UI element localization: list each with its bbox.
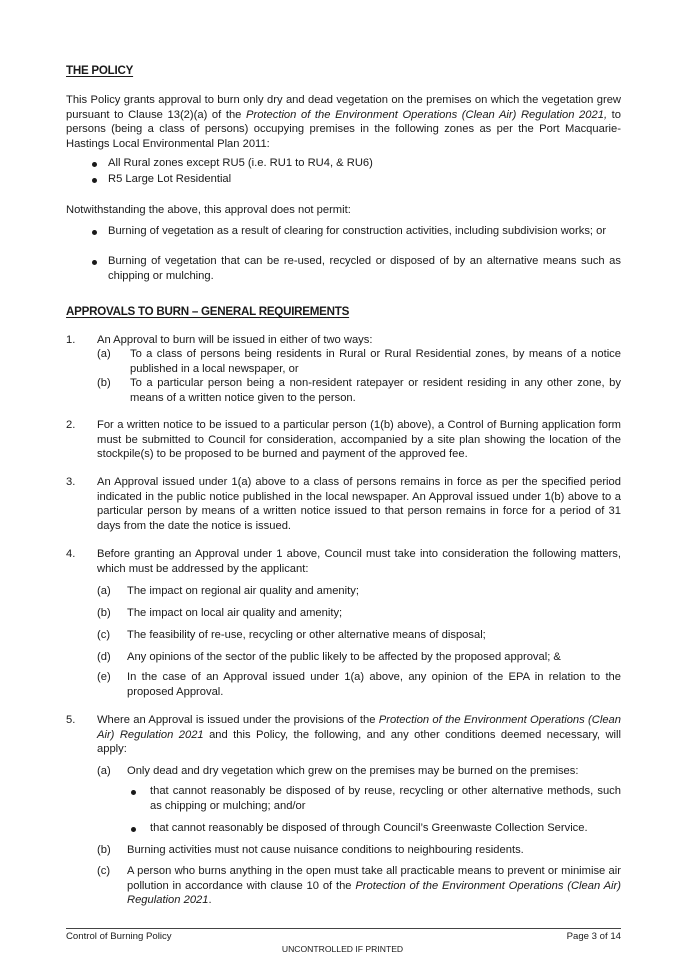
item-5c-text-end: .	[208, 894, 212, 906]
item-2-text: For a written notice to be issued to a particular person (1(b) above), a Control of Burning application form must be submitted to Council for consideration, accompanied by a site plan showing the location of the stockpile(s) to be proposed to be burned and payment of the approved fee.	[97, 419, 621, 460]
sub-label: (b)	[97, 607, 111, 619]
item-1b-text: To a particular person being a non-resident ratepayer or resident residing in any other zone, by means of a written notice given to the person.	[130, 377, 621, 404]
section-heading-policy: THE POLICY	[66, 64, 134, 77]
item-1-text: An Approval to burn will be issued in either of two ways:	[97, 334, 373, 346]
item-4c-text: The feasibility of re-use, recycling or other alternative means of disposal;	[127, 629, 486, 641]
sub-label: (e)	[97, 671, 111, 683]
footer-page-number: Page 3 of 14	[566, 931, 621, 942]
list-number: 3.	[66, 476, 76, 488]
bullet-icon	[92, 162, 97, 167]
sub-label: (c)	[97, 865, 111, 877]
item-3-text: An Approval issued under 1(a) above to a class of persons remains in force as per the specified period indicated in the public notice published in the local newspaper. An Approval issued under 1(b) above to a particular person by means of a written notice issued to that person remains in force for a period of 31 days from the date the notice is issued.	[97, 476, 621, 532]
policy-intro-text: This Policy grants approval to burn only dry and dead vegetation on the premises on which the vegetation grew pursuant to Clause 13(2)(a) of the	[66, 94, 621, 121]
sub-label: (a)	[97, 765, 111, 777]
bullet-icon	[92, 260, 97, 265]
exclusion-list-item: Burning of vegetation as a result of clearing for construction activities, including subdivision works; or	[108, 225, 607, 237]
item-5c-text-start: A person who burns anything in the open must take all practicable means to prevent or minimise air pollution in accordance with clause 10 of the	[127, 865, 621, 892]
list-number: 5.	[66, 714, 76, 726]
sub-label: (a)	[97, 348, 111, 360]
policy-intro-paragraph	[66, 93, 621, 151]
policy-intro-text-end: to persons (being a class of persons) occupying premises in the following zones as per the Port Macquarie-Hastings Local Environmental Plan 2011:	[66, 108, 621, 150]
item-4d-text: Any opinions of the sector of the public likely to be affected by the proposed approval; &	[127, 651, 561, 663]
sub-label: (a)	[97, 585, 111, 597]
zone-list-item: R5 Large Lot Residential	[108, 173, 232, 185]
section-heading-approvals: APPROVALS TO BURN – GENERAL REQUIREMENTS	[66, 305, 350, 318]
item-5a-text: Only dead and dry vegetation which grew on the premises may be burned on the premises:	[127, 765, 579, 777]
item-5b-text: Burning activities must not cause nuisance conditions to neighbouring residents.	[127, 844, 524, 856]
item-5c-regulation: Protection of the Environment Operations (Clean Air) Regulation 2021	[127, 879, 621, 906]
item-4-text: Before granting an Approval under 1 above, Council must take into consideration the following matters, which must be addressed by the applicant:	[97, 548, 621, 575]
exclusion-list-item: Burning of vegetation that can be re-used, recycled or disposed of by an alternative means such as chipping or mulching.	[108, 255, 621, 282]
item-5-text-end: and this Policy, the following, and any other conditions deemed necessary, will apply:	[97, 728, 621, 755]
item-4a-text: The impact on regional air quality and amenity;	[127, 585, 359, 597]
footer-uncontrolled-notice: UNCONTROLLED IF PRINTED	[281, 944, 404, 954]
item-5a-bullet: that cannot reasonably be disposed of through Council’s Greenwaste Collection Service.	[150, 822, 588, 834]
sub-label: (d)	[97, 651, 111, 663]
sub-label: (b)	[97, 377, 111, 389]
bullet-icon	[92, 178, 97, 183]
item-1a-text: To a class of persons being residents in Rural or Rural Residential zones, by means of a notice published in a local newspaper, or	[130, 348, 621, 375]
item-5-text	[97, 713, 621, 757]
zone-list-item: All Rural zones except RU5 (i.e. RU1 to RU4, & RU6)	[108, 157, 373, 169]
bullet-icon	[92, 230, 97, 235]
sub-label: (b)	[97, 844, 111, 856]
item-4e-text: In the case of an Approval issued under 1(a) above, any opinion of the EPA in relation to the proposed Approval.	[127, 671, 621, 698]
item-5-regulation: Protection of the Environment Operations (Clean Air) Regulation 2021	[97, 714, 621, 741]
item-5-text-start: Where an Approval is issued under the provisions of the	[97, 714, 379, 726]
list-number: 1.	[66, 334, 76, 346]
list-number: 2.	[66, 419, 76, 431]
list-number: 4.	[66, 548, 76, 560]
item-5c-text	[127, 864, 621, 908]
policy-intro-regulation: Protection of the Environment Operations (Clean Air) Regulation 2021,	[246, 108, 608, 121]
sub-label: (c)	[97, 629, 111, 641]
item-4b-text: The impact on local air quality and amenity;	[127, 607, 343, 619]
item-5a-bullet: that cannot reasonably be disposed of by reuse, recycling or other alternative methods, such as chipping or mulching; and/or	[150, 785, 621, 812]
notwithstanding-text: Notwithstanding the above, this approval does not permit:	[66, 204, 351, 216]
bullet-icon	[131, 827, 136, 832]
footer-document-title: Control of Burning Policy	[66, 931, 172, 942]
footer-divider	[66, 928, 621, 929]
bullet-icon	[131, 790, 136, 795]
